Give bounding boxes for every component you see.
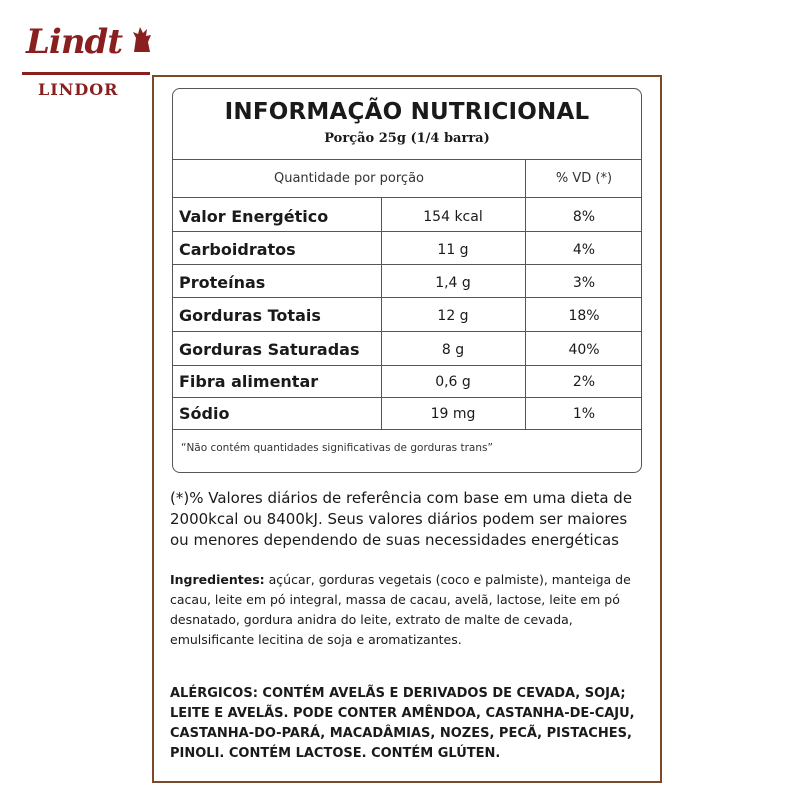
row-qty: 0,6 g xyxy=(435,374,471,390)
divider xyxy=(173,264,641,265)
product-name: LINDOR xyxy=(38,80,119,99)
row-vd: 4% xyxy=(572,242,596,258)
row-name: Carboidratos xyxy=(179,240,296,259)
brand-name: Lindt xyxy=(26,22,123,62)
row-vd: 3% xyxy=(572,275,596,291)
row-qty: 154 kcal xyxy=(423,209,483,225)
row-vd: 40% xyxy=(568,342,600,358)
divider xyxy=(173,159,641,160)
row-qty: 12 g xyxy=(437,308,469,324)
row-name: Gorduras Totais xyxy=(179,306,321,325)
column-divider xyxy=(525,159,526,429)
row-name: Proteínas xyxy=(179,273,266,292)
ingredients-text: açúcar, gorduras vegetais (coco e palmiste), manteiga de cacau, leite em pó integral, massa de cacau, avelã, lactose, leite em pó desnatado, gordura anidra do leite, extrato de malte de cevada, emulsificante lecitina de soja e aromatizantes. xyxy=(170,572,631,647)
nutrition-title: INFORMAÇÃO NUTRICIONAL xyxy=(224,99,590,125)
divider xyxy=(173,397,641,398)
row-qty: 1,4 g xyxy=(435,275,471,291)
nutrition-table xyxy=(172,88,642,473)
logo-rule xyxy=(22,72,150,75)
brand-logo xyxy=(18,22,158,102)
row-vd: 1% xyxy=(572,406,596,422)
lion-emblem-icon xyxy=(130,24,154,54)
vd-footnote: (*)% Valores diários de referência com base em uma dieta de 2000kcal ou 8400kJ. Seus valores diários podem ser maiores ou menores dependendo de suas necessidades energéticas xyxy=(170,489,633,549)
ingredients xyxy=(170,570,650,650)
header-quantity: Quantidade por porção xyxy=(273,171,424,186)
row-qty: 8 g xyxy=(441,342,465,358)
row-vd: 18% xyxy=(568,308,600,324)
header-vd: % VD (*) xyxy=(555,171,613,186)
ingredients-label: Ingredientes: xyxy=(170,572,265,587)
row-name: Valor Energético xyxy=(179,207,329,226)
divider xyxy=(173,231,641,232)
portion-size: Porção 25g (1/4 barra) xyxy=(324,131,490,146)
row-qty: 11 g xyxy=(437,242,469,258)
row-name: Gorduras Saturadas xyxy=(179,340,360,359)
divider xyxy=(173,331,641,332)
row-name: Sódio xyxy=(179,404,230,423)
row-vd: 8% xyxy=(572,209,596,225)
allergens: ALÉRGICOS: CONTÉM AVELÃS E DERIVADOS DE CEVADA, SOJA; LEITE E AVELÃS. PODE CONTER AMÊNDOA, CASTANHA-DE-CAJU, CASTANHA-DO-PARÁ, MACADÂMIAS, NOZES, PECÃ, PISTACHES, PINOLI. CONTÉM LACTOSE. CONTÉM GLÚTEN. xyxy=(170,686,635,761)
row-name: Fibra alimentar xyxy=(179,372,319,391)
divider xyxy=(173,297,641,298)
trans-fat-note: “Não contém quantidades significativas de gorduras trans” xyxy=(181,442,493,454)
divider xyxy=(173,365,641,366)
row-vd: 2% xyxy=(572,374,596,390)
column-divider xyxy=(381,197,382,429)
divider xyxy=(173,197,641,198)
divider xyxy=(173,429,641,430)
row-qty: 19 mg xyxy=(430,406,476,422)
